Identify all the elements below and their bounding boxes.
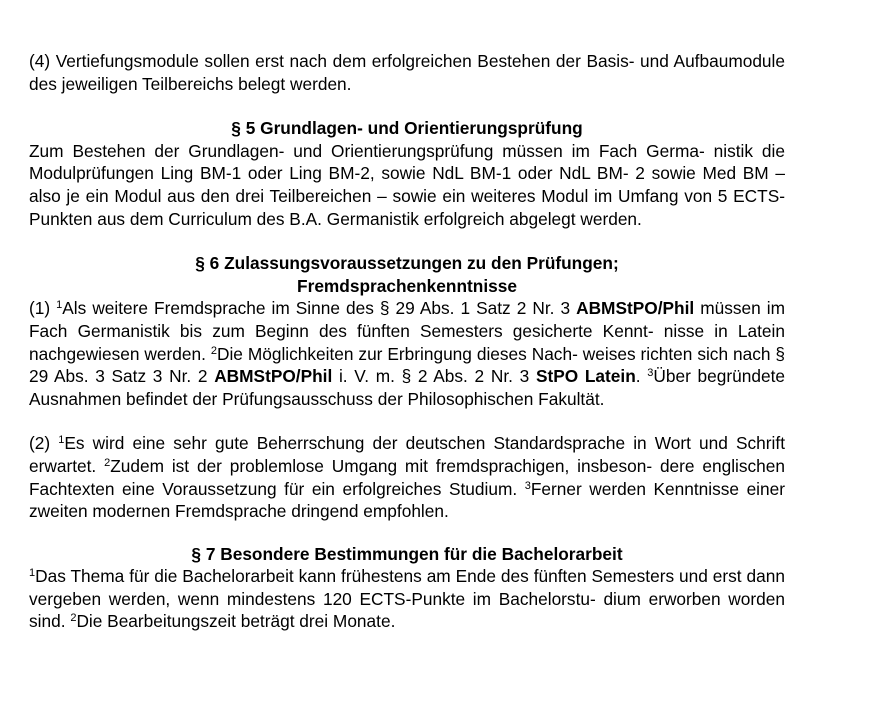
text-run: weises richten sich nach § 29 Abs. 3 Satz 3 Nr. 2 xyxy=(29,343,785,387)
sentence-number: 1 xyxy=(29,567,36,580)
text-line: 2 sowie Med BM – also je ein Modul aus den drei Teilbereichen – sowie ein weiteres xyxy=(29,163,785,206)
text-line: Zum Bestehen der Grundlagen- und Orientierungsprüfung müssen im Fach Germa- xyxy=(29,140,705,161)
text-run: Über begründete Ausnahmen befindet der Prüfungsausschuss xyxy=(29,366,785,409)
text-line: erfolgreich abgelegt werden. xyxy=(423,208,642,229)
sentence-number: 3 xyxy=(524,479,531,492)
text-line: Modul im Umfang von 5 ECTS-Punkten aus dem Curriculum des B.A. Germanistik xyxy=(29,185,785,229)
sentence-number: 3 xyxy=(647,367,654,380)
text-run: dium erworben worden sind. xyxy=(29,588,785,632)
text-run: der Philosophischen Fakultät. xyxy=(377,388,605,409)
text-run: werden Kenntnisse einer zweiten modernen Fremdsprache dringend empfohlen. xyxy=(29,478,786,522)
section-6-heading xyxy=(29,252,785,297)
text-run: Schrift erwartet. xyxy=(29,433,785,476)
text-run: und erst dann vergeben werden, wenn mindestens 120 ECTS-Punkte im Bachelorstu- xyxy=(29,566,785,609)
text-line: nistik die Modulprüfungen Ling BM-1 oder Ling BM-2, sowie NdL BM-1 oder NdL BM- xyxy=(29,140,785,184)
section-6-paragraph-2 xyxy=(29,432,785,522)
section-6-heading-line1: § 6 Zulassungsvoraussetzungen zu den Prüfungen; xyxy=(195,253,619,274)
sentence-number: 1 xyxy=(56,299,63,312)
bold-reference: ABMStPO/Phil xyxy=(576,298,695,319)
document-page xyxy=(29,50,785,633)
bold-reference: StPO Latein xyxy=(535,366,636,387)
sentence-number: 2 xyxy=(104,456,111,469)
text-run: . xyxy=(635,366,648,387)
text-run: dere englischen Fachtexten eine Voraussetzung für ein erfolgreiches Studium. xyxy=(29,455,785,499)
section-7-body xyxy=(29,565,785,633)
section-7-heading: § 7 Besondere Bestimmungen für die Bachelorarbeit xyxy=(191,543,623,564)
text-run: müssen im Fach Germanistik bis zum Beginn des fünften Semesters gesicherte Kennt- xyxy=(29,298,785,341)
text-line: Aufbaumodule des jeweiligen Teilbereichs belegt werden. xyxy=(29,51,785,94)
text-run: Es wird eine sehr gute Beherrschung der deutschen Standardsprache in Wort und xyxy=(64,433,728,454)
text-run: Ferner xyxy=(530,478,582,499)
text-run: Nr. 3 xyxy=(490,366,536,387)
sentence-number: 1 xyxy=(58,434,65,447)
text-run: nisse in Latein nachgewiesen werden. xyxy=(29,320,785,364)
text-run: Zudem ist der problemlose Umgang mit fremdsprachigen, insbeson- xyxy=(110,455,653,476)
section-6-paragraph-1 xyxy=(29,297,785,410)
text-run: i. V. m. § 2 Abs. 2 xyxy=(332,366,485,387)
section-6-heading-line2: Fremdsprachenkenntnisse xyxy=(297,275,517,296)
text-run: Die Möglichkeiten zur Erbringung dieses Nach- xyxy=(216,343,578,364)
text-run: Das Thema für die Bachelorarbeit kann frühestens am Ende des fünften Semesters xyxy=(35,566,675,587)
bold-reference: ABMStPO/Phil xyxy=(214,366,333,387)
section-5-body xyxy=(29,140,785,230)
text-run: Als weitere Fremdsprache im Sinne des § 29 Abs. 1 Satz 2 Nr. 3 xyxy=(62,298,577,319)
paragraph-4 xyxy=(29,50,785,95)
sentence-number: 2 xyxy=(70,612,77,625)
text-line: (4) Vertiefungsmodule sollen erst nach dem erfolgreichen Bestehen der Basis- und xyxy=(29,51,669,71)
sentence-number: 2 xyxy=(210,344,217,357)
paragraph-number: (1) xyxy=(29,298,57,319)
paragraph-number: (2) xyxy=(29,433,59,454)
text-run: Die Bearbeitungszeit beträgt drei Monate. xyxy=(76,611,396,632)
section-5-heading: § 5 Grundlagen- und Orientierungsprüfung xyxy=(231,118,583,139)
